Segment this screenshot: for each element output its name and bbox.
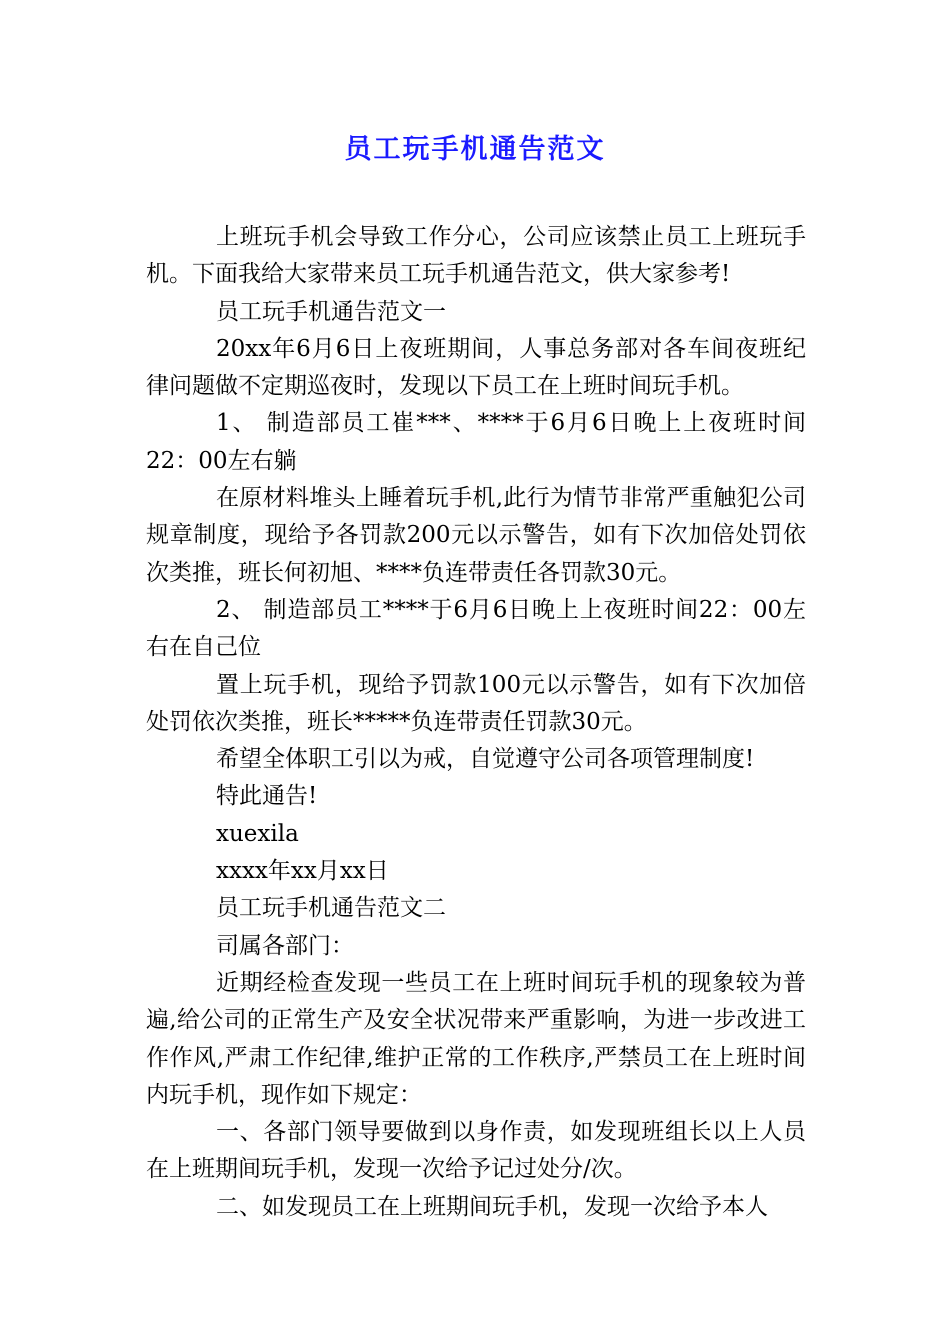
document-body <box>146 219 806 1226</box>
signature: xuexila <box>216 820 299 847</box>
paragraph: 2、 制造部员工****于6月6日晚上上夜班时间22：00左右在自己位 <box>146 596 806 661</box>
paragraph: 特此通告! <box>216 783 318 810</box>
paragraph: 近期经检查发现一些员工在上班时间玩手机的现象较为普遍,给公司的正常生产及安全状况带来严重影响，为进一步改进工作作风,严肃工作纪律,维护正常的工作秩序,严禁员工在上班时间内玩手机，现作如下规定： <box>146 969 806 1108</box>
paragraph: 二、如发现员工在上班期间玩手机，发现一次给予本人 <box>216 1193 768 1220</box>
section-heading-1: 员工玩手机通告范文一 <box>216 298 446 325</box>
section-heading-2: 员工玩手机通告范文二 <box>216 895 446 922</box>
date-line: xxxx年xx月xx日 <box>216 858 389 885</box>
paragraph: 在原材料堆头上睡着玩手机,此行为情节非常严重触犯公司规章制度，现给予各罚款200元以示警告，如有下次加倍处罚依次类推，班长何初旭、****负连带责任各罚款30元。 <box>146 485 806 586</box>
paragraph: 1、 制造部员工崔***、****于6月6日晚上上夜班时间22：00左右躺 <box>146 410 806 474</box>
paragraph: 置上玩手机，现给予罚款100元以示警告，如有下次加倍处罚依次类推，班长*****负连带责任罚款30元。 <box>146 671 806 735</box>
document-title: 员工玩手机通告范文 <box>344 134 606 165</box>
salutation: 司属各部门： <box>216 932 354 959</box>
paragraph: 20xx年6月6日上夜班期间，人事总务部对各车间夜班纪律问题做不定期巡夜时，发现以下员工在上班时间玩手机。 <box>146 335 806 400</box>
paragraph: 希望全体职工引以为戒，自觉遵守公司各项管理制度! <box>216 746 755 773</box>
paragraph-intro: 上班玩手机会导致工作分心，公司应该禁止员工上班玩手机。下面我给大家带来员工玩手机通告范文，供大家参考! <box>146 224 806 288</box>
paragraph: 一、各部门领导要做到以身作责，如发现班组长以上人员在上班期间玩手机，发现一次给予记过处分/次。 <box>146 1119 806 1183</box>
